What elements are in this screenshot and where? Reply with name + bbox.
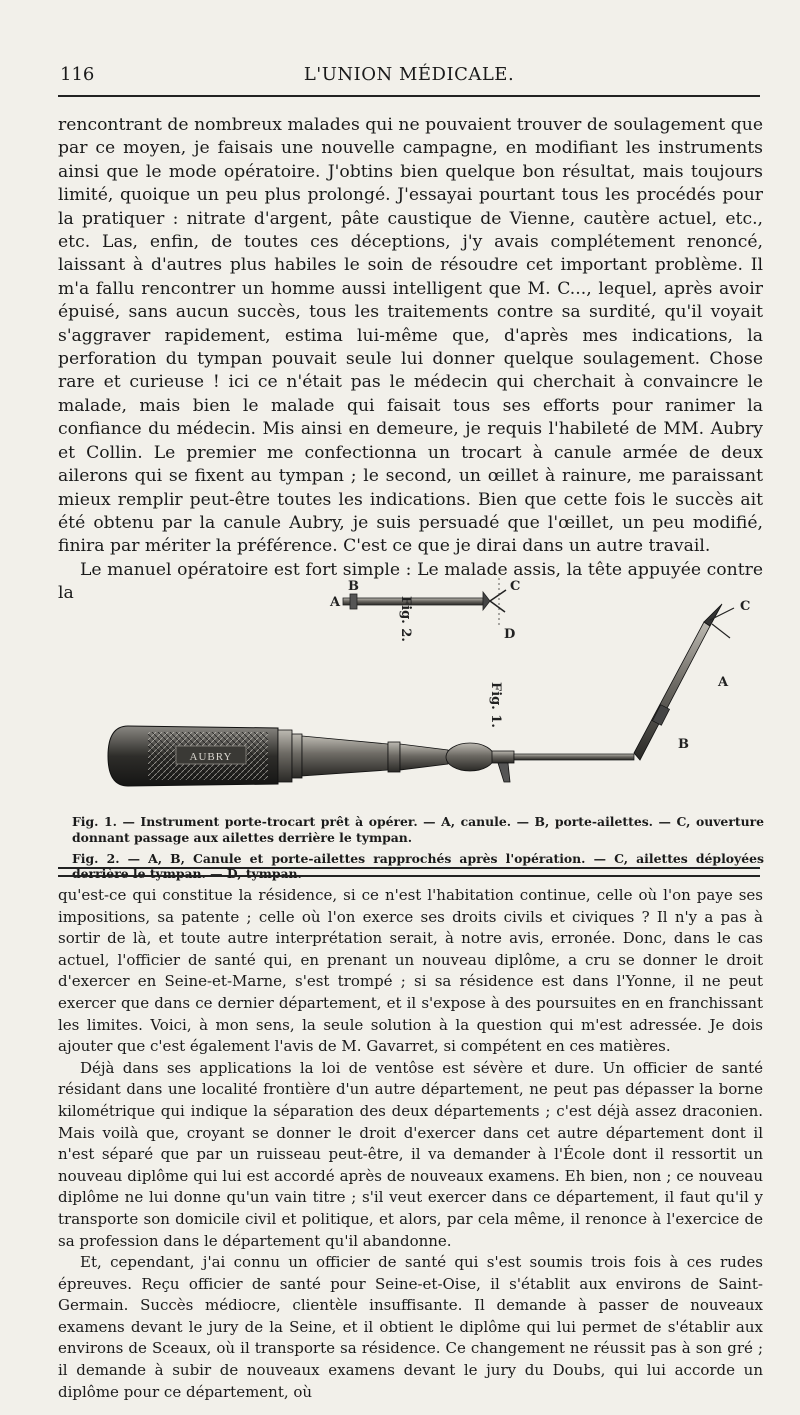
label-d-fig2: D — [504, 627, 516, 642]
paragraph: Et, cependant, j'ai connu un officier de santé qui s'est soumis trois fois à ces rudes épreuves. Reçu officier de santé pour Seine-et-Oise, il s'établit aux environs de Saint-Germain. Succès médiocre, clientèle insuffisante. Il demande à passer de nouveaux examens devant le jury de la Seine, et il obtient le diplôme qui lui permet de s'établir aux environs de Sceaux, où il transporte sa résidence. Ce changement ne réussit pas à son gré ; il demande à subir de nouveaux examens devant le jury du Doubs, qui lui accorde un diplôme pour ce département, où — [58, 1253, 763, 1401]
fig-2-label: Fig. 2. — [398, 596, 413, 642]
page-number: 116 — [60, 64, 95, 85]
running-title: L'UNION MÉDICALE. — [303, 64, 515, 85]
page-header — [58, 62, 760, 92]
label-a-fig2: A — [330, 595, 341, 610]
paragraph: rencontrant de nombreux malades qui ne pouvaient trouver de soulagement que par ce moyen, je faisais une nouvelle campagne, en modifiant les instruments ainsi que le mode opératoire. J'obtins bien quelque bon résultat, mais toujours limité, quoique un peu plus prolongé. J'essayai pourtant tous les procédés pour la pratiquer : nitrate d'argent, pâte caustique de Vienne, cautère actuel, etc., etc. Las, enfin, de toutes ces déceptions, j'y avais complétement renoncé, laissant à d'autres plus habiles le soin de résoudre cet important problème. Il m'a fallu rencontrer un homme aussi intelligent que M. C..., lequel, après avoir épuisé, sans aucun succès, tous les traitements contre sa surdité, qu'il voyait s'aggraver rapidement, estima lui-même que, d'après mes indications, la perforation du tympan pouvait seule lui donner quelque soulagement. Chose rare et curieuse ! ici ce n'était pas le médecin qui cherchait à convaincre le malade, mais bien le malade qui faisait tous ses efforts pour ranimer la confiance du médecin. Mis ainsi en demeure, je requis l'habileté de MM. Aubry et Collin. Le premier me confectionna un trocart à canule armée de deux ailerons qui se fixent au tympan ; le second, un œillet à rainure, me paraissant mieux remplir peut-être toutes les indications. Bien que cette fois le succès ait été obtenu par la canule Aubry, je suis persuadé que l'œillet, un peu modifié, finira par mériter la préférence. C'est ce que je dirai dans un autre travail. — [58, 115, 763, 557]
label-b-fig1: B — [678, 737, 689, 752]
instrument-figure — [58, 548, 763, 810]
article-text-bottom — [58, 885, 763, 1403]
header-rule — [58, 95, 760, 97]
figure-caption: Fig. 1. — Instrument porte-trocart prêt à opérer. — A, canule. — B, porte-ailettes. — C, ouverture donnant passage aux ailettes derrière le tympan. — [72, 814, 764, 845]
figure-caption: Fig. 2. — A, B, Canule et porte-ailettes rapprochés après l'opération. — C, ailettes déployées derrière le tympan. — D, tympan. — [72, 850, 764, 882]
label-c-fig2: C — [510, 579, 521, 594]
label-a-fig1: A — [718, 675, 729, 690]
section-divider — [58, 867, 760, 877]
label-b-fig2: B — [348, 579, 359, 594]
fig-1-label: Fig. 1. — [488, 682, 503, 728]
paragraph: Déjà dans ses applications la loi de ventôse est sévère et dure. Un officier de santé résidant dans une localité frontière d'un autre département, ne peut pas dépasser la borne kilométrique qui indique la séparation des deux départements ; c'est déjà assez draconien. Mais voilà que, croyant se donner le droit d'exercer dans cet autre département dont il n'est séparé que par un ruisseau peut-être, il va demander à l'École dont il ressortit un nouveau diplôme qui lui est accordé après de nouveaux examens. Eh bien, non ; ce nouveau diplôme ne lui donne qu'un vain titre ; s'il veut exercer dans ce département, il faut qu'il y transporte son domicile civil et politique, et alors, par cela même, il renonce à l'exercice de sa profession dans le département qu'il abandonne. — [58, 1058, 763, 1250]
article-text-top — [58, 114, 763, 606]
label-c-fig1: C — [740, 599, 751, 614]
handle-inscription: AUBRY — [189, 751, 233, 763]
paragraph: Le manuel opératoire est fort simple : Le malade assis, la tête appuyée contre la — [58, 559, 763, 604]
instrument-illustration — [58, 548, 763, 810]
paragraph: qu'est-ce qui constitue la résidence, si ce n'est l'habitation continue, celle où l'on paye ses impositions, sa patente ; celle où l'on exerce ses droits civils et civiques ? Il n'y a pas à sortir de là, et toute autre interprétation serait, à notre avis, erronée. Donc, dans le cas actuel, l'officier de santé qui, en prenant un nouveau diplôme, a cru se donner le droit d'exercer en Seine-et-Marne, s'est trompé ; si sa résidence est dans l'Yonne, il ne peut exercer que dans ce dernier département, et il s'expose à des poursuites en en franchissant les limites. Voici, à mon sens, la seule solution à la question qui m'est adressée. Je dois ajouter que c'est également l'avis de M. Gavarret, si compétent en ces matières. — [58, 886, 763, 1056]
figure-2-drawing — [343, 578, 506, 628]
